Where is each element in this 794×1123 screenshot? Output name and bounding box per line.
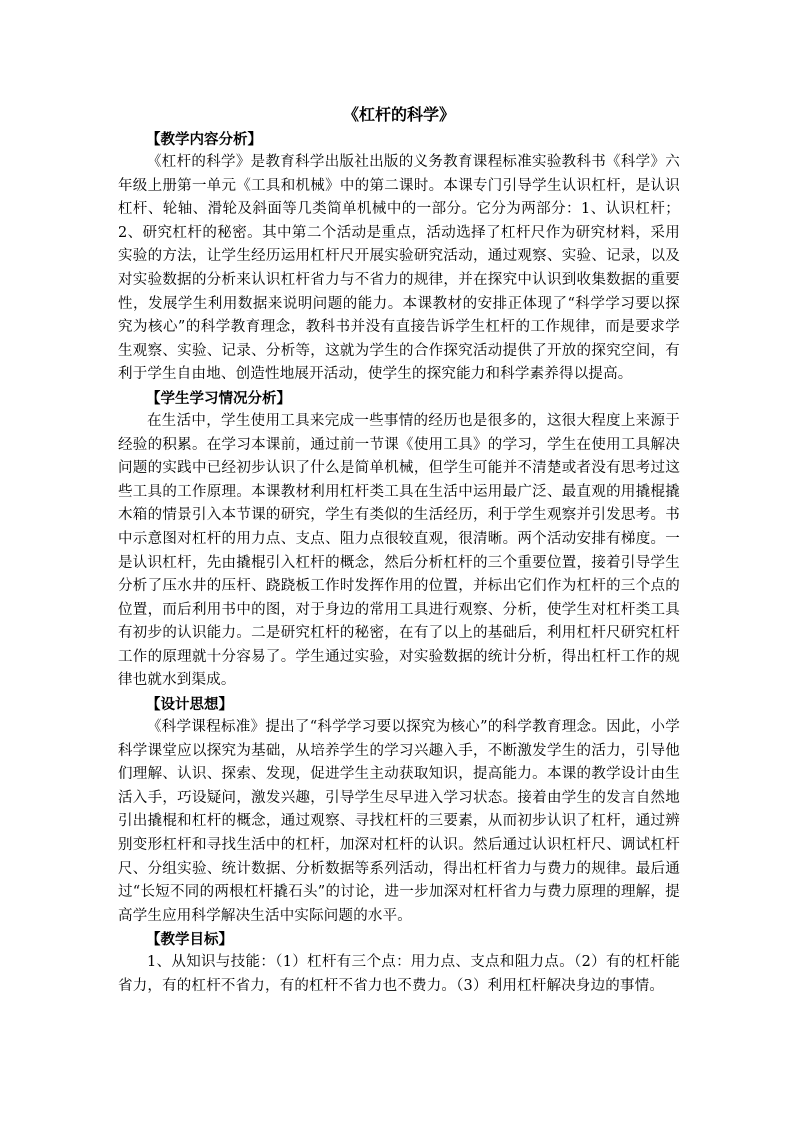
section-heading: 【教学目标】 [146, 931, 233, 949]
section-content-analysis [118, 128, 680, 387]
section-heading: 【教学内容分析】 [146, 131, 262, 148]
section-design-idea [118, 693, 680, 928]
section-paragraph: 《科学课程标准》提出了“科学学习要以探究为核心”的科学教育理念。因此，小学科学课堂应以探究为基础，从培养学生的学习兴趣入手，不断激发学生的活力，引导他们理解、认识、探索、发现，促进学生主动获取知识，提高能力。本课的教学设计由生活入手，巧设疑问，激发兴趣，引导学生尽早进入学习状态。接着由学生的发言自然地引出撬棍和杠杆的概念，通过观察、寻找杠杆的三要素，从而初步认识了杠杆，通过辨别变形杠杆和寻找生活中的杠杆，加深对杠杆的认识。然后通过认识杠杆尺、调试杠杆尺、分组实验、统计数据、分析数据等系列活动，得出杠杆省力与费力的规律。最后通过“长短不同的两根杠杆撬石头”的讨论，进一步加深对杠杆省力与费力原理的理解，提高学生应用科学解决生活中实际问题的水平。 [118, 719, 680, 924]
section-student-analysis [118, 387, 680, 693]
document-title: 《杠杆的科学》 [342, 105, 455, 124]
section-paragraph: 在生活中，学生使用工具来完成一些事情的经历也是很多的，这很大程度上来源于经验的积累。在学习本课前，通过前一节课《使用工具》的学习，学生在使用工具解决问题的实践中已经初步认识了什么是简单机械，但学生可能并不清楚或者没有思考过这些工具的工作原理。本课教材利用杠杆类工具在生活中运用最广泛、最直观的用撬棍撬木箱的情景引入本节课的研究，学生有类似的生活经历，利于学生观察并引发思考。书中示意图对杠杆的用力点、支点、阻力点很较直观，很清晰。两个活动安排有梯度。一是认识杠杆，先由撬棍引入杠杆的概念，然后分析杠杆的三个重要位置，接着引导学生分析了压水井的压杆、跷跷板工作时发挥作用的位置，并标出它们作为杠杆的三个点的位置，而后利用书中的图，对于身边的常用工具进行观察、分析，使学生对杠杆类工具有初步的认识能力。二是研究杠杆的秘密，在有了以上的基础后，利用杠杆尺研究杠杆工作的原理就十分容易了。学生通过实验，对实验数据的统计分析，得出杠杆工作的规律也就水到渠成。 [118, 412, 680, 689]
section-heading: 【设计思想】 [146, 696, 233, 714]
section-paragraph: 1、从知识与技能：（1）杠杆有三个点：用力点、支点和阻力点。（2）有的杠杆能省力，有的杠杆不省力，有的杠杆不省力也不费力。（3）利用杠杆解决身边的事情。 [118, 954, 680, 994]
document-page [118, 104, 680, 999]
section-paragraph: 《杠杆的科学》是教育科学出版社出版的义务教育课程标准实验教科书《科学》六年级上册第一单元《工具和机械》中的第二课时。本课专门引导学生认识杠杆，是认识杠杆、轮轴、滑轮及斜面等几类简单机械中的一部分。它分为两部分：1、认识杠杆；2、研究杠杆的秘密。其中第二个活动是重点，活动选择了杠杆尺作为研究材料，采用实验的方法，让学生经历运用杠杆尺开展实验研究活动，通过观察、实验、记录，以及对实验数据的分析来认识杠杆省力与不省力的规律，并在探究中认识到收集数据的重要性，发展学生利用数据来说明问题的能力。本课教材的安排正体现了“科学学习要以探究为核心”的科学教育理念，教科书并没有直接告诉学生杠杆的工作规律，而是要求学生观察、实验、记录、分析等，这就为学生的合作探究活动提供了开放的探究空间，有利于学生自由地、创造性地展开活动，使学生的探究能力和科学素养得以提高。 [118, 154, 680, 383]
section-heading: 【学生学习情况分析】 [146, 389, 291, 407]
section-teaching-goals [118, 928, 680, 998]
